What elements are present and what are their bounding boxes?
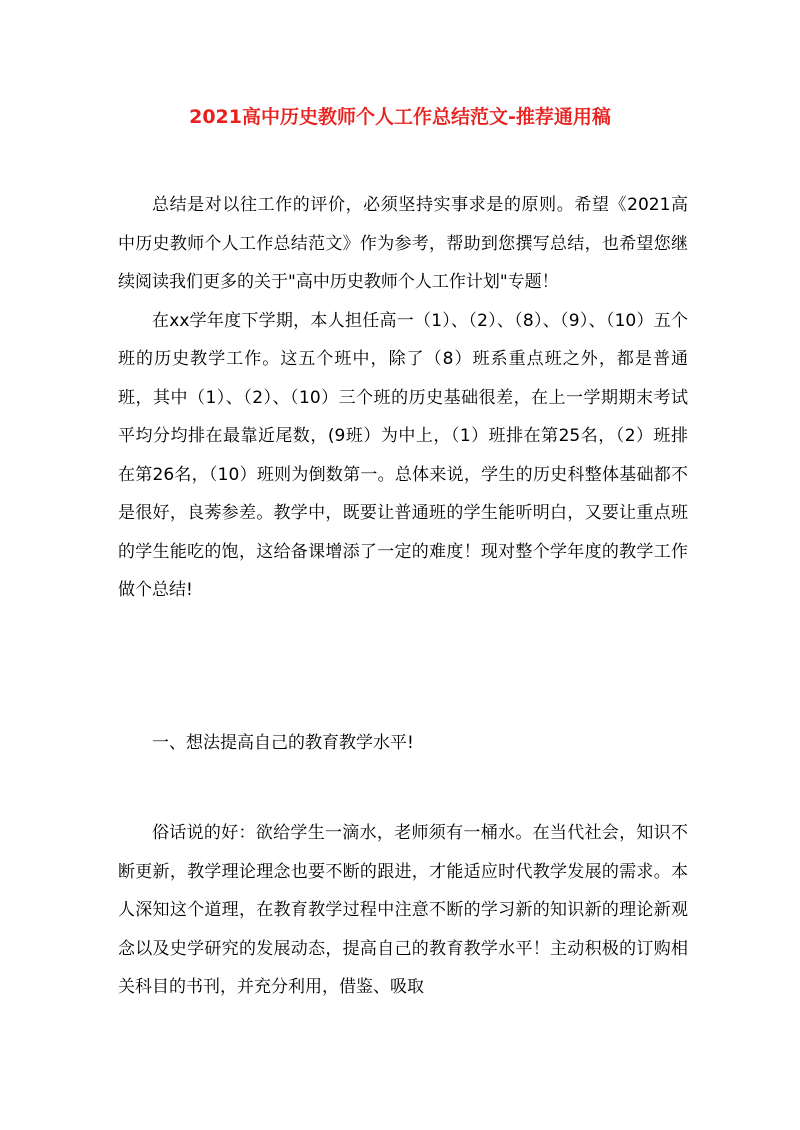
- document-title: 2021高中历史教师个人工作总结范文-推荐通用稿: [189, 106, 611, 128]
- section-heading-1: 一、想法提高自己的教育教学水平!: [152, 733, 414, 753]
- section-body-block: [118, 814, 688, 1007]
- paragraph-class-overview: 在xx学年度下学期，本人担任高一（1）、（2）、（8）、（9）、（10）五个班的历史教学工作。这五个班中，除了（8）班系重点班之外，都是普通班，其中（1）、（2）、（10）三个班的历史基础很差，在上一学期期末考试平均分均排在最靠近尾数，(9班）为中上，（1）班排在第25名，（2）班排在第26名，（10）班则为倒数第一。总体来说，学生的历史科整体基础都不是很好，良莠参差。教学中，既要让普通班的学生能听明白，又要让重点班的学生能吃的饱，这给备课增添了一定的难度！现对整个学年度的教学工作做个总结!: [118, 310, 688, 600]
- section-heading-block: [118, 724, 688, 763]
- paragraph-self-improvement: 俗话说的好：欲给学生一滴水，老师须有一桶水。在当代社会，知识不断更新，教学理论理念也要不断的跟进，才能适应时代教学发展的需求。本人深知这个道理，在教育教学过程中注意不断的学习新的知识新的理论新观念以及史学研究的发展动态，提高自己的教育教学水平！主动积极的订购相关科目的书刊，并充分利用，借鉴、吸取: [118, 823, 688, 997]
- paragraph-intro: 总结是对以往工作的评价，必须坚持实事求是的原则。希望《2021高中历史教师个人工作总结范文》作为参考，帮助到您撰写总结，也希望您继续阅读我们更多的关于"高中历史教师个人工作计划"专题！: [118, 195, 688, 292]
- intro-section: [118, 186, 688, 610]
